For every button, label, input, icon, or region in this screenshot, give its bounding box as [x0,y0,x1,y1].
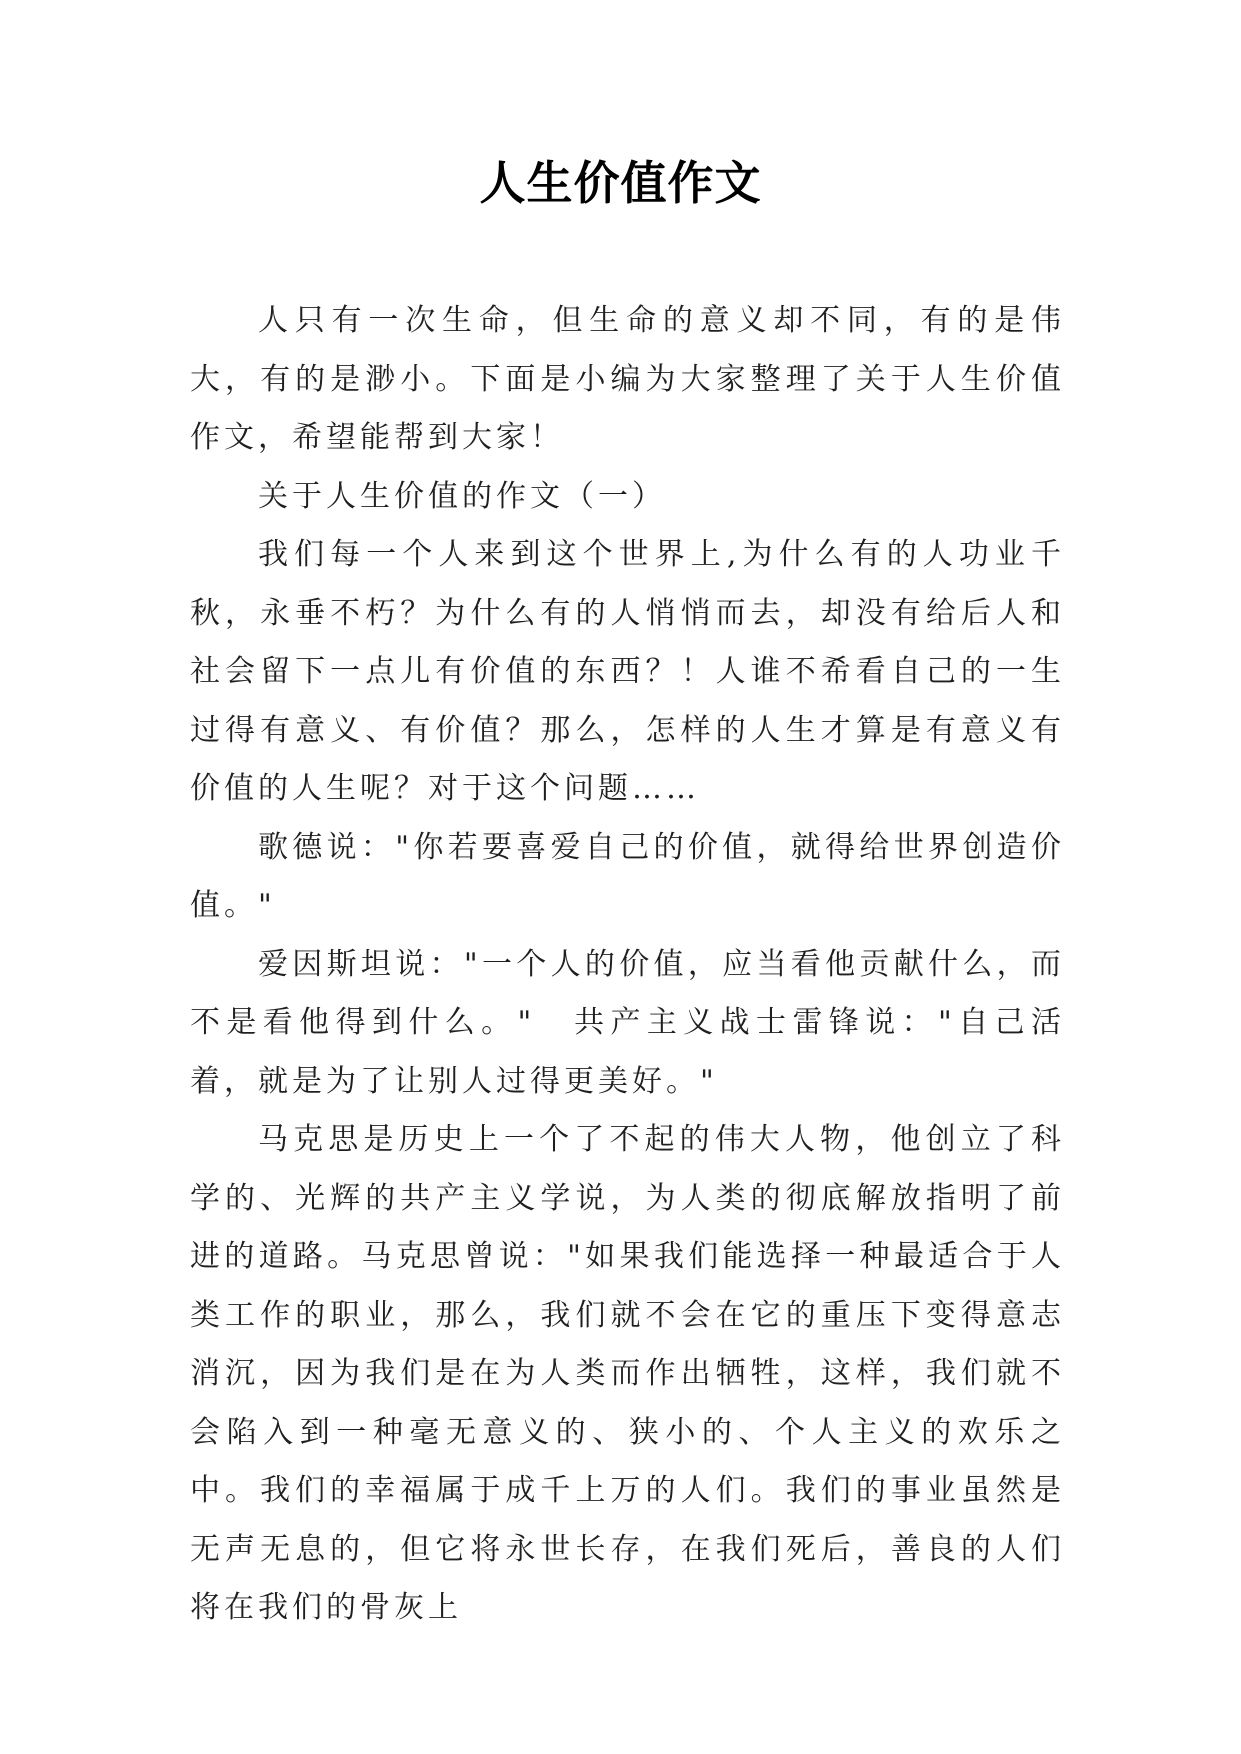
intro-paragraph: 人只有一次生命，但生命的意义却不同，有的是伟大，有的是渺小。下面是小编为大家整理了关于人生价值作文，希望能帮到大家！ [190,303,1065,455]
einstein-leifeng-quote-paragraph: 爱因斯坦说："一个人的价值，应当看他贡献什么，而不是看他得到什么。" 共产主义战士雷锋说："自己活着，就是为了让别人过得更美好。" [190,946,1065,1099]
marx-paragraph: 马克思是历史上一个了不起的伟大人物，他创立了科学的、光辉的共产主义学说，为人类的彻底解放指明了前进的道路。马克思曾说："如果我们能选择一种最适合于人类工作的职业，那么，我们就不会在它的重压下变得意志消沉，因为我们是在为人类而作出牺牲，这样，我们就不会陷入到一种毫无意义的、狭小的、个人主义的欢乐之中。我们的幸福属于成千上万的人们。我们的事业虽然是无声无息的，但它将永世长存，在我们死后，善良的人们将在我们的骨灰上 [190,1122,1065,1625]
document-body [190,292,1065,1638]
body-paragraph: 我们每一个人来到这个世界上,为什么有的人功业千秋，永垂不朽？为什么有的人悄悄而去，却没有给后人和社会留下一点儿有价值的东西？！人谁不希看自己的一生过得有意义、有价值？那么，怎样的人生才算是有意义有价值的人生呢？对于这个问题…… [190,537,1065,806]
goethe-quote-paragraph: 歌德说："你若要喜爱自己的价值，就得给世界创造价值。" [190,829,1065,923]
document-title: 人生价值作文 [479,156,762,210]
section-heading: 关于人生价值的作文（一） [258,478,666,514]
